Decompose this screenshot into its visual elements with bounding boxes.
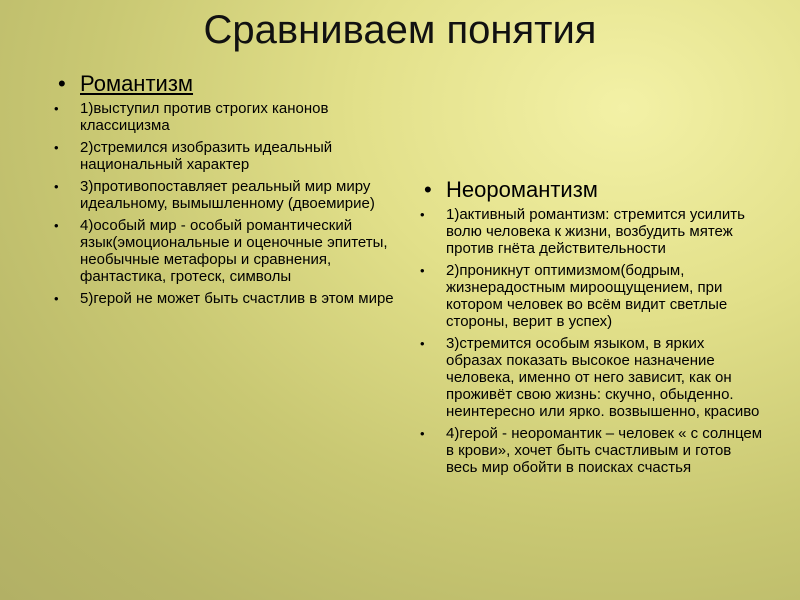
bullet-icon: • [54,291,59,306]
romanticism-heading-text: Романтизм [80,71,194,96]
slide-title: Сравниваем понятия [203,8,597,52]
list-item-text: 4)особый мир - особый романтический язык(эмоциональные и оценочные эпитеты, необычные метафоры и сравнения, фантастика, гротеск, символы [80,217,388,285]
list-item [418,206,763,257]
bullet-icon: • [420,336,425,351]
bullet-icon: • [420,426,425,441]
list-item-text: 2)стремился изобразить идеальный национальный характер [80,139,333,173]
list-item-text: 2)проникнут оптимизмом(бодрым, жизнерадостным мироощущением, при котором человек во всём видит светлые стороны, верит в успех) [446,262,728,330]
list-item [418,262,763,330]
list-item [52,100,397,134]
romanticism-list [52,70,397,312]
list-item-text: 3)стремится особым языком, в ярких образах показать высокое назначение человека, именно от него зависит, как он проживёт свою жизнь: скучно, обыденно. неинтересно или ярко. возвышенно, красиво [446,335,760,420]
bullet-icon: • [54,140,59,155]
list-item-text: 5)герой не может быть счастлив в этом мире [80,290,394,307]
list-item [52,178,397,212]
romanticism-heading [52,70,397,98]
list-item-text: 3)противопоставляет реальный мир миру идеальному, вымышленному (двоемирие) [80,178,375,212]
bullet-icon: • [420,263,425,278]
list-item-text: 1)активный романтизм: стремится усилить волю человека к жизни, возбудить мятеж против гнёта действительности [446,206,745,257]
list-item-text: 1)выступил против строгих канонов классицизма [80,100,329,134]
list-item [52,217,397,285]
bullet-icon: • [424,177,432,202]
bullet-icon: • [58,71,66,96]
list-item-text: 4)герой - неоромантик – человек « с солнцем в крови», хочет быть счастливым и готов весь мир обойти в поисках счастья [446,425,763,476]
bullet-icon: • [420,207,425,222]
list-item [418,335,763,420]
bullet-icon: • [54,101,59,116]
list-item [418,425,763,476]
bullet-icon: • [54,179,59,194]
list-item [52,139,397,173]
bullet-icon: • [54,218,59,233]
list-item [52,290,397,307]
neoromanticism-heading-text: Неоромантизм [446,177,598,202]
neoromanticism-list [418,176,763,481]
neoromanticism-heading [418,176,763,204]
